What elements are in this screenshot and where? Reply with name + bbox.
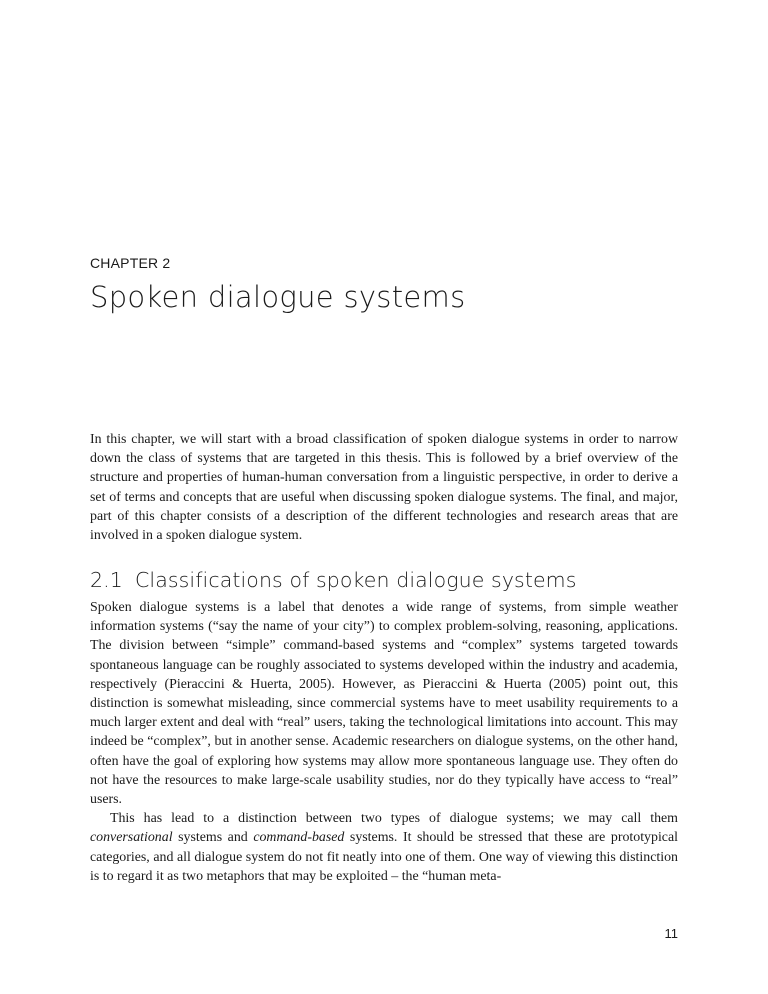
chapter-label: CHAPTER 2 bbox=[90, 255, 171, 271]
italic-term-conversational: conversational bbox=[90, 830, 173, 846]
paragraph-text: systems and bbox=[172, 830, 254, 846]
section-title: Classifications of spoken dialogue systems bbox=[135, 568, 577, 592]
section-2-1 bbox=[90, 568, 678, 886]
paragraph-text: systems. It should be stressed that these are prototypical categories, and all dialogue system do not fit neatly into one of them. One way of viewing this distinction is to regard it as two metaphors that may be exploited – the “human meta- bbox=[90, 830, 678, 884]
italic-term-command-based: command-based bbox=[253, 830, 345, 846]
section-heading bbox=[90, 568, 678, 592]
section-number: 2.1 bbox=[90, 568, 123, 592]
section-paragraph-1: Spoken dialogue systems is a label that denotes a wide range of systems, from simple weather information systems (“say the name of your city”) to complex problem-solving, reasoning, applications. The division between “simple” command-based systems and “complex” systems targeted towards spontaneous language can be roughly associated to systems developed within the industry and academia, respectively (Pieraccini & Huerta, 2005). However, as Pieraccini & Huerta (2005) point out, this distinction is somewhat misleading, since commercial systems have to meet usability requirements to a much larger extent and deal with “real” users, taking the technological limitations into account. This may indeed be “complex”, but in another sense. Academic researchers on dialogue systems, on the other hand, often have the goal of exploring how systems may allow more spontaneous language use. They often do not have the resources to make large-scale usability studies, nor do they typically have access to “real” users. bbox=[90, 600, 678, 808]
chapter-title: Spoken dialogue systems bbox=[90, 280, 466, 314]
page-number: 11 bbox=[664, 926, 678, 941]
paragraph-text: This has lead to a distinction between two types of dialogue systems; we may call them bbox=[110, 811, 678, 827]
intro-paragraph: In this chapter, we will start with a broad classification of spoken dialogue systems in order to narrow down the class of systems that are targeted in this thesis. This is followed by a brief overview of the structure and properties of human-human conversation from a linguistic perspective, in order to derive a set of terms and concepts that are useful when discussing spoken dialogue systems. The final, and major, part of this chapter consists of a description of the different technologies and research areas that are involved in a spoken dialogue system. bbox=[90, 432, 678, 544]
section-paragraph-2 bbox=[90, 809, 678, 886]
chapter-intro bbox=[90, 430, 678, 545]
